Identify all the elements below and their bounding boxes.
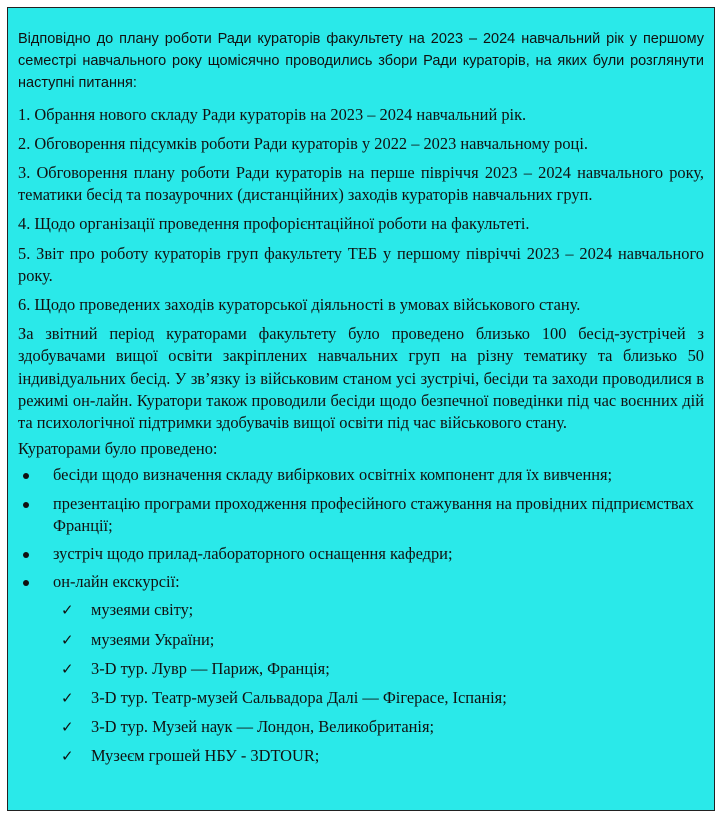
agenda-list	[18, 104, 704, 317]
list-item-text: 3-D тур. Лувр — Париж, Франція;	[91, 658, 330, 678]
intro-paragraph: Відповідно до плану роботи Ради кураторів факультету на 2023 – 2024 навчальний рік у першому семестрі навчального року щомісячно проводились збори Ради кураторів, на яких були розглянути наступні питання:	[18, 31, 704, 92]
check-icon: ✓	[61, 659, 74, 678]
check-icon: ✓	[61, 747, 74, 766]
done-heading: Кураторами було проведено:	[18, 439, 218, 459]
list-item	[18, 571, 704, 593]
document-panel	[7, 7, 715, 811]
list-item-text: 3-D тур. Театр-музей Сальвадора Далі — Фігерасе, Іспанія;	[91, 688, 507, 708]
activities-list	[18, 464, 704, 593]
list-item-text: 3-D тур. Музей наук — Лондон, Великобританія;	[91, 717, 435, 737]
list-item	[18, 745, 704, 767]
list-item	[18, 687, 704, 709]
list-item	[18, 629, 704, 651]
list-item-text: презентацію програми проходження професійного стажування на провідних підприємствах Франції;	[53, 493, 694, 535]
bullet-icon	[23, 473, 29, 479]
list-item-text: зустріч щодо прилад-лабораторного оснащення кафедри;	[53, 544, 453, 564]
list-item-text: он-лайн екскурсії:	[53, 572, 180, 592]
check-icon: ✓	[61, 689, 74, 708]
agenda-item: 2. Обговорення підсумків роботи Ради кураторів у 2022 – 2023 навчальному році.	[18, 133, 588, 153]
agenda-item: 6. Щодо проведених заходів кураторської діяльності в умовах військового стану.	[18, 295, 581, 315]
agenda-item: 4. Щодо організації проведення профорієнтаційної роботи на факультеті.	[18, 214, 530, 234]
list-item-text: Музеєм грошей НБУ - 3DTOUR;	[91, 746, 320, 766]
check-icon: ✓	[61, 718, 74, 737]
list-item	[18, 543, 704, 565]
bullet-icon	[23, 552, 29, 558]
bullet-icon	[23, 580, 29, 586]
bullet-icon	[23, 502, 29, 508]
excursions-list	[18, 599, 704, 767]
report-paragraph: За звітний період кураторами факультету було проведено близько 100 бесід-зустрічей з здобувачами вищої освіти закріплених навчальних груп на різну тематику та близько 50 індивідуальних бесід. У зв’язку із військовим станом усі зустрічі, бесіди та заходи проводилися в режимі он-лайн. Куратори також проводили бесіди щодо безпечної поведінки під час воєнних дій та психологічної підтримки здобувачів вищої освіти під час військового стану.	[18, 324, 704, 433]
list-item-text: музеями України;	[91, 629, 215, 649]
list-item	[18, 658, 704, 680]
list-item	[18, 464, 704, 486]
list-item	[18, 493, 704, 537]
agenda-item: 5. Звіт про роботу кураторів груп факультету ТЕБ у першому півріччі 2023 – 2024 навчального року.	[18, 243, 704, 285]
agenda-item: 3. Обговорення плану роботи Ради кураторів на перше півріччя 2023 – 2024 навчального року, тематики бесід та позаурочних (дистанційних) заходів кураторів навчальних груп.	[18, 163, 704, 205]
list-item	[18, 716, 704, 738]
check-icon: ✓	[61, 630, 74, 649]
list-item	[18, 599, 704, 621]
list-item-text: бесіди щодо визначення складу вибіркових освітніх компонент для їх вивчення;	[53, 465, 613, 485]
check-icon: ✓	[61, 601, 74, 620]
list-item-text: музеями світу;	[91, 600, 194, 620]
agenda-item: 1. Обрання нового складу Ради кураторів на 2023 – 2024 навчальний рік.	[18, 104, 527, 124]
